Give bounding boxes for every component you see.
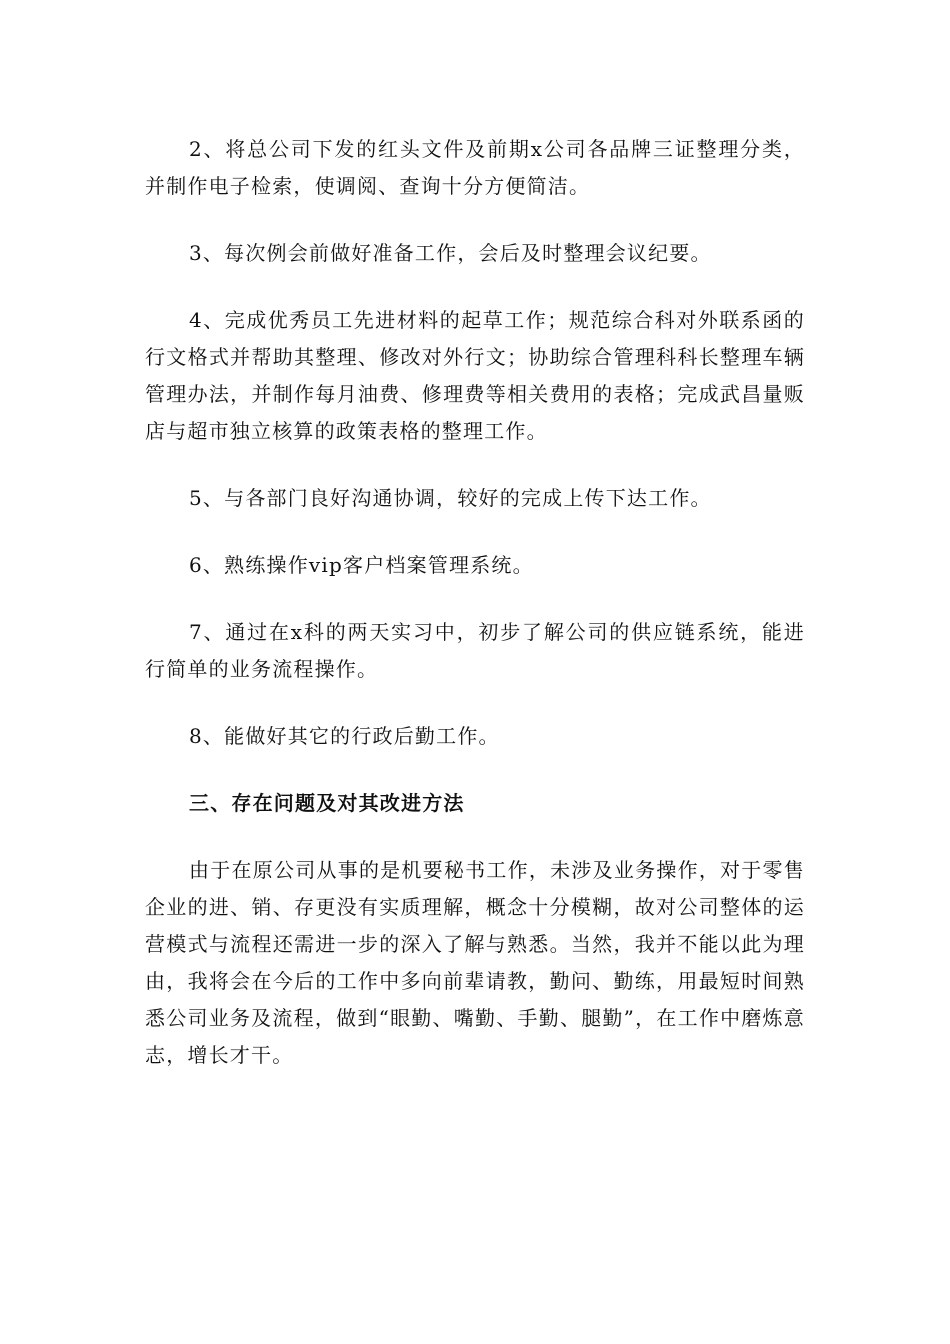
section-heading: 三、存在问题及对其改进方法 bbox=[189, 791, 465, 815]
document-body bbox=[145, 131, 805, 1074]
paragraph-item-4: 4、完成优秀员工先进材料的起草工作；规范综合科对外联系函的行文格式并帮助其整理、修改对外行文；协助综合管理科科长整理车辆管理办法，并制作每月油费、修理费等相关费用的表格；完成武昌量贩店与超市独立核算的政策表格的整理工作。 bbox=[145, 308, 805, 443]
paragraph-item-2: 2、将总公司下发的红头文件及前期x公司各品牌三证整理分类，并制作电子检索，使调阅、查询十分方便简洁。 bbox=[145, 137, 805, 198]
paragraph-item-5: 5、与各部门良好沟通协调，较好的完成上传下达工作。 bbox=[189, 486, 712, 510]
paragraph-item-8: 8、能做好其它的行政后勤工作。 bbox=[189, 724, 500, 748]
paragraph-item-7: 7、通过在x科的两天实习中，初步了解公司的供应链系统，能进行简单的业务流程操作。 bbox=[145, 620, 805, 681]
paragraph-item-3: 3、每次例会前做好准备工作，会后及时整理会议纪要。 bbox=[189, 241, 712, 265]
section-paragraph: 由于在原公司从事的是机要秘书工作，未涉及业务操作，对于零售企业的进、销、存更没有实质理解，概念十分模糊，故对公司整体的运营模式与流程还需进一步的深入了解与熟悉。当然，我并不能以此为理由，我将会在今后的工作中多向前辈请教，勤问、勤练，用最短时间熟悉公司业务及流程，做到“眼勤、嘴勤、手勤、腿勤”，在工作中磨炼意志，增长才干。 bbox=[145, 858, 805, 1067]
paragraph-item-6: 6、熟练操作vip客户档案管理系统。 bbox=[189, 553, 534, 577]
